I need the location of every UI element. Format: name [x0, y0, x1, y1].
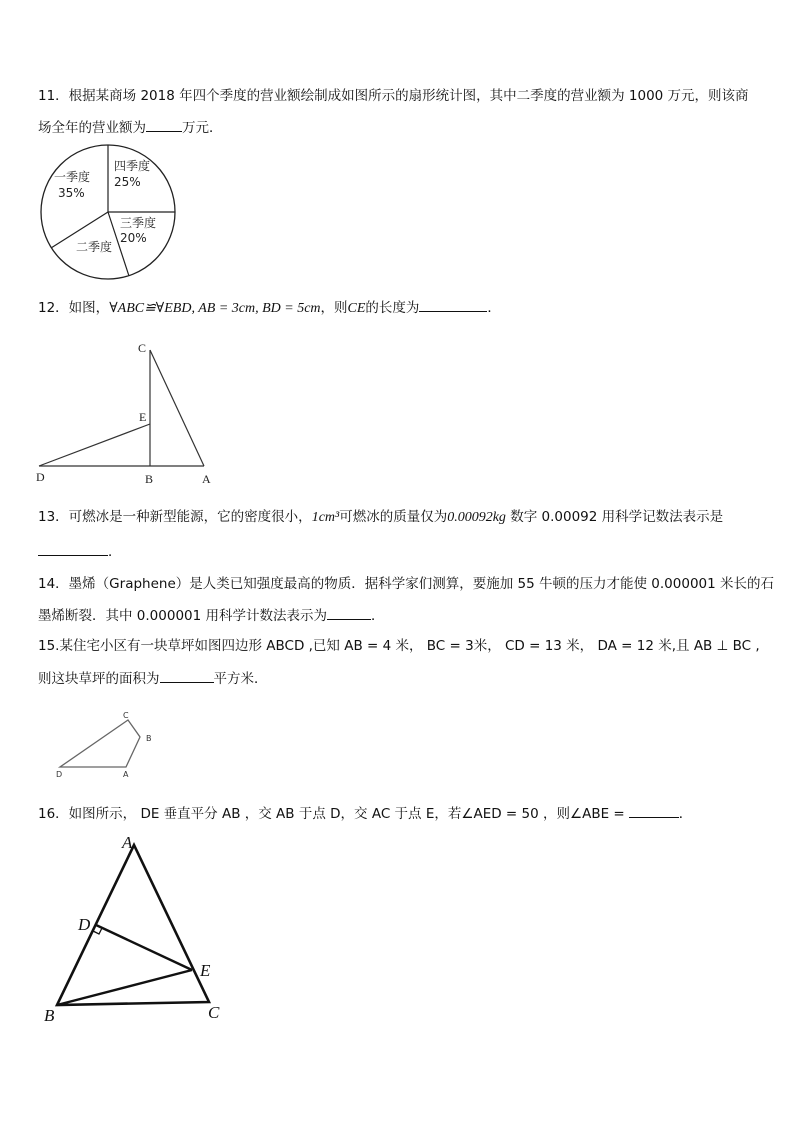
pie-pct-q4: 25% — [114, 175, 141, 189]
q16-point-A: A — [122, 833, 133, 852]
pie-pct-q1: 35% — [58, 186, 85, 200]
q16-triangle-figure — [40, 830, 240, 1030]
q12-suffix: 的长度为 — [365, 300, 420, 316]
q16-end: ． — [678, 806, 693, 822]
q16-point-D: D — [78, 915, 91, 934]
q15-line2 — [38, 667, 268, 687]
q14-line1: 14．墨烯（Graphene）是人类已知强度最高的物质．据科学家们测算，要施加 55 牛顿的压力才能使 0.000001 米长的石 — [38, 576, 775, 592]
q15-quadrilateral-figure — [54, 710, 184, 780]
pie-label-q2: 二季度 — [76, 240, 113, 254]
q15-point-A: A — [123, 770, 129, 779]
q11-answer-blank — [146, 119, 182, 132]
q14-line2-prefix: 墨烯断裂．其中 0.000001 用科学计数法表示为 — [38, 608, 327, 624]
q14-line2 — [38, 604, 385, 624]
q11-line2-prefix: 场全年的营业额为 — [38, 120, 146, 136]
q16-point-E: E — [200, 961, 211, 980]
q12-mid: ，则 — [320, 300, 348, 316]
q13-line2 — [38, 540, 122, 560]
q11-line1: 11．根据某商场 2018 年四个季度的营业额绘制成如图所示的扇形统计图，其中二季度的营业额为 1000 万元，则该商 — [38, 88, 749, 104]
q16-answer-blank — [629, 805, 679, 818]
q12-line — [38, 296, 501, 317]
q12-prefix: 12．如图， — [38, 300, 110, 316]
q15-line2-suffix: 平方米． — [213, 671, 268, 687]
pie-label-q1: 一季度 — [54, 170, 91, 184]
q13-mass: 0.00092kg — [447, 510, 506, 525]
q13-line1 — [38, 505, 723, 526]
q13-prefix: 13．可燃冰是一种新型能源，它的密度很小， — [38, 509, 312, 525]
q14-answer-blank — [327, 607, 371, 620]
q15-point-D: D — [56, 770, 63, 779]
q13-unit: 1cm³ — [311, 510, 340, 525]
q15-answer-blank — [160, 670, 214, 683]
q16-point-C: C — [208, 1003, 220, 1022]
q15-point-B: B — [146, 734, 152, 743]
q16-line — [38, 802, 692, 822]
q12-answer-blank — [419, 299, 487, 312]
q12-point-E: E — [139, 410, 147, 424]
q16-text: 16．如图所示， DE 垂直平分 AB ，交 AB 于点 D，交 AC 于点 E，若∠AED = 50 ，则∠ABE = — [38, 806, 625, 822]
pie-pct-q3: 20% — [120, 231, 147, 245]
q15-line2-prefix: 则这块草坪的面积为 — [38, 671, 160, 687]
q11-line2-suffix: 万元． — [182, 120, 223, 136]
q12-triangle-figure — [34, 338, 234, 488]
q13-mid: 可燃冰的质量仅为 — [339, 509, 448, 525]
q12-math2: CE — [347, 301, 366, 316]
q12-math: ∀ABC≌∀EBD, AB = 3cm, BD = 5cm — [109, 301, 321, 316]
q12-end: ． — [487, 300, 501, 316]
q12-point-D: D — [36, 470, 45, 484]
pie-label-q3: 三季度 — [120, 216, 157, 230]
q13-answer-blank — [38, 543, 108, 556]
q12-point-C: C — [138, 341, 147, 355]
q15-line1: 15.某住宅小区有一块草坪如图四边形 ABCD ,已知 AB = 4 米， BC = 3米， CD = 13 米， DA = 12 米,且 AB ⊥ BC , — [38, 638, 760, 654]
q16-point-B: B — [44, 1006, 55, 1025]
q15-point-C: C — [123, 711, 129, 720]
q11-line2 — [38, 116, 223, 136]
q11-pie-chart — [38, 144, 198, 284]
pie-label-q4: 四季度 — [114, 159, 151, 173]
q13-end: ． — [108, 544, 122, 560]
q12-point-B: B — [145, 472, 154, 486]
q13-suffix: 数字 0.00092 用科学记数法表示是 — [505, 509, 724, 525]
q12-point-A: A — [202, 472, 211, 486]
q14-line2-suffix: ． — [371, 608, 385, 624]
